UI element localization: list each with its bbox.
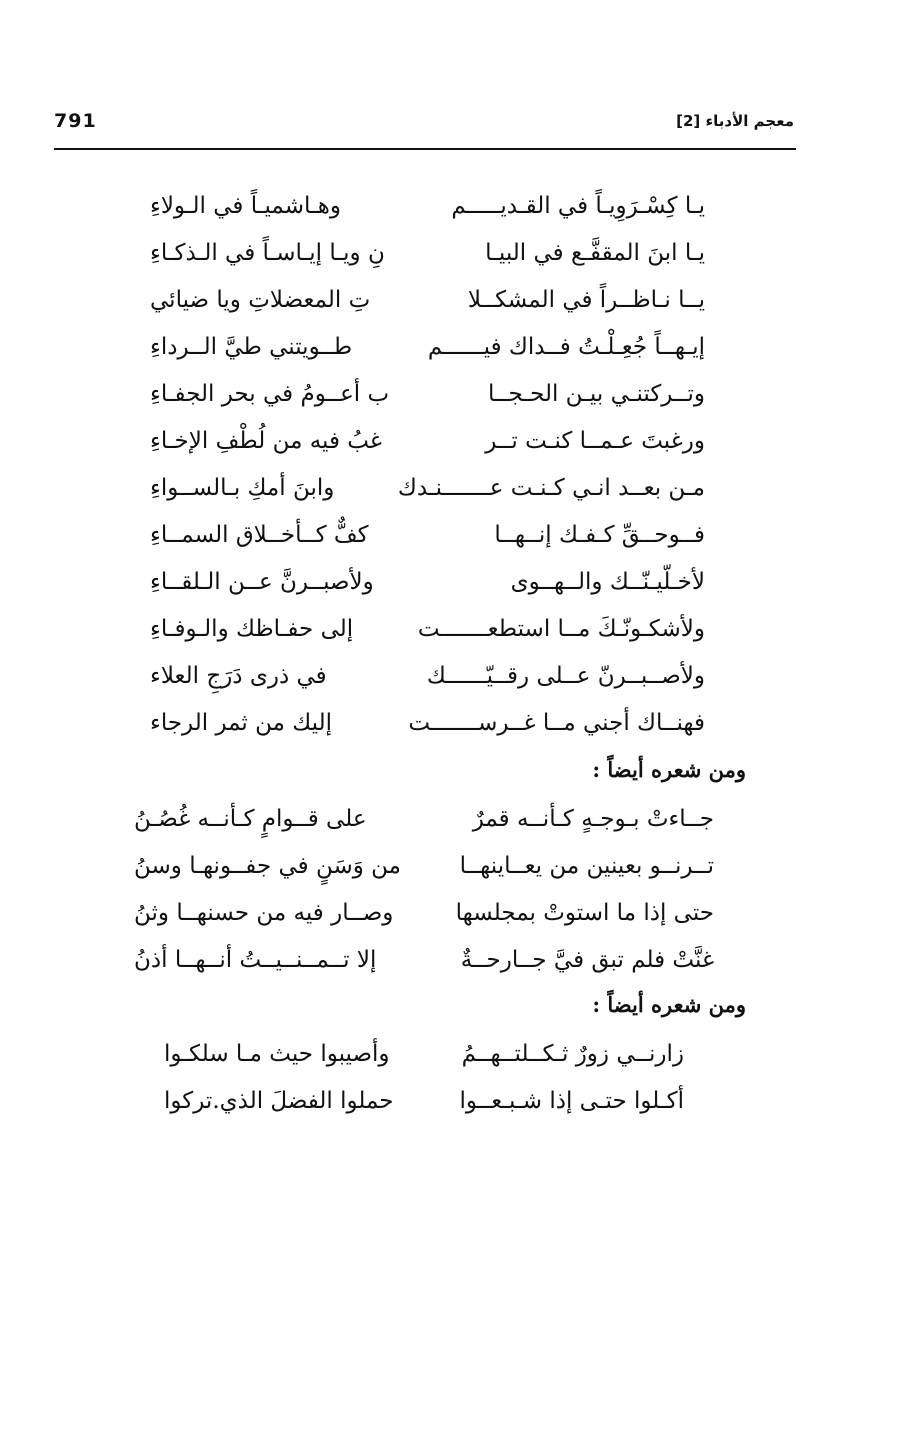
verse-second-hemistich: نِ ويـا إيـاسـاً في الـذكـاءِ — [150, 240, 385, 266]
verse-first-hemistich: جــاءتْ بـوجـهٍ كـأنــه قمرٌ — [472, 806, 714, 832]
verse-line — [164, 1032, 684, 1076]
verse-line — [150, 372, 705, 416]
verse-line — [134, 844, 714, 888]
verse-second-hemistich: من وَسَنٍ في جفــونهـا وسنُ — [134, 853, 401, 879]
verse-first-hemistich: لأخـلّيـنّــك والــهــوى — [510, 569, 705, 595]
verse-second-hemistich: وأصيبوا حيث مـا سلكـوا — [164, 1041, 390, 1067]
verse-first-hemistich: فــوحــقِّ كـفـك إنــهــا — [494, 522, 705, 548]
verse-first-hemistich: مـن بعــد انـي كـنـت عـــــــنـدك — [397, 475, 705, 501]
verse-first-hemistich: فهنــاك أجني مــا غــرســـــــت — [408, 710, 705, 736]
verse-line — [134, 938, 714, 982]
verse-second-hemistich: ولأصبــرنَّ عــن الـلقــاءِ — [150, 569, 374, 595]
verse-line — [134, 891, 714, 935]
verse-first-hemistich: إيـهــاً جُعِـلْـتُ فــداك فيــــــم — [427, 334, 705, 360]
verse-first-hemistich: ولأشكـونّـكَ مــا استطعـــــــت — [417, 616, 705, 642]
verse-second-hemistich: إليك من ثمر الرجاء — [150, 710, 333, 736]
verse-second-hemistich: وابنَ أمكِ بـالســواءِ — [150, 475, 335, 501]
verse-first-hemistich: يـا كِسْـرَوِيـاً في القـديـــــم — [451, 193, 705, 219]
verse-first-hemistich: غنَّتْ فلم تبق فيَّ جــارحــةٌ — [460, 947, 714, 973]
verse-first-hemistich: حتى إذا ما استوتْ بمجلسها — [455, 900, 714, 926]
running-head: معجم الأدباء [2] — [676, 112, 794, 130]
verse-second-hemistich: إلا تــمــنــيــتُ أنــهــا أذنُ — [134, 947, 377, 973]
verse-first-hemistich: يــا نـاظــراً في المشكــلا — [467, 287, 705, 313]
verse-line — [134, 797, 714, 841]
verse-second-hemistich: حملوا الفضلَ الذي.تركوا — [164, 1088, 394, 1114]
verse-first-hemistich: ورغبتَ عـمــا كنـت تــر — [485, 428, 705, 454]
verse-line — [150, 466, 705, 510]
verse-second-hemistich: كفٌّ كــأخــلاق السمــاءِ — [150, 522, 369, 548]
verse-first-hemistich: أكـلوا حتـى إذا شـبـعــوا — [459, 1088, 684, 1114]
verse-second-hemistich: وهـاشميـاً في الـولاءِ — [150, 193, 341, 219]
verse-first-hemistich: ولأصــبــرنّ عــلى رقــيّــــــك — [426, 663, 705, 689]
verse-second-hemistich: تِ المعضلاتِ ويا ضيائي — [150, 287, 371, 313]
verse-first-hemistich: تــرنــو بعينين من يعــاينهــا — [459, 853, 714, 879]
verse-line — [150, 701, 705, 745]
verse-line — [150, 654, 705, 698]
verse-line — [150, 607, 705, 651]
verse-second-hemistich: طــويتني طيَّ الــرداءِ — [150, 334, 353, 360]
header-rule — [54, 148, 796, 150]
verse-line — [150, 325, 705, 369]
verse-line — [150, 184, 705, 228]
verse-line — [164, 1079, 684, 1123]
section-intro-label: ومن شعره أيضاً : — [592, 992, 746, 1017]
verse-first-hemistich: يـا ابنَ المقفَّـع في البيـا — [485, 240, 705, 266]
verse-second-hemistich: وصــار فيه من حسنهــا وثنُ — [134, 900, 394, 926]
verse-line — [150, 231, 705, 275]
verse-second-hemistich: غبُ فيه من لُطْفِ الإخـاءِ — [150, 428, 382, 454]
verse-line — [150, 560, 705, 604]
verse-second-hemistich: ب أعــومُ في بحر الجفـاءِ — [150, 381, 390, 407]
verse-second-hemistich: إلى حفـاظك والـوفـاءِ — [150, 616, 354, 642]
page-header — [54, 110, 794, 150]
verse-line — [150, 419, 705, 463]
verse-first-hemistich: زارنــي زورٌ ثـكــلتــهــمُ — [461, 1041, 684, 1067]
verse-line — [150, 513, 705, 557]
verse-line — [150, 278, 705, 322]
page-number: 791 — [54, 110, 97, 132]
verse-second-hemistich: في ذرى دَرَجِ العلاء — [150, 663, 327, 689]
verse-first-hemistich: وتــركتنـي بيـن الحـجــا — [488, 381, 705, 407]
verse-second-hemistich: على قــوامٍ كـأنــه غُصُـنُ — [134, 806, 367, 832]
section-intro-label: ومن شعره أيضاً : — [592, 757, 746, 782]
